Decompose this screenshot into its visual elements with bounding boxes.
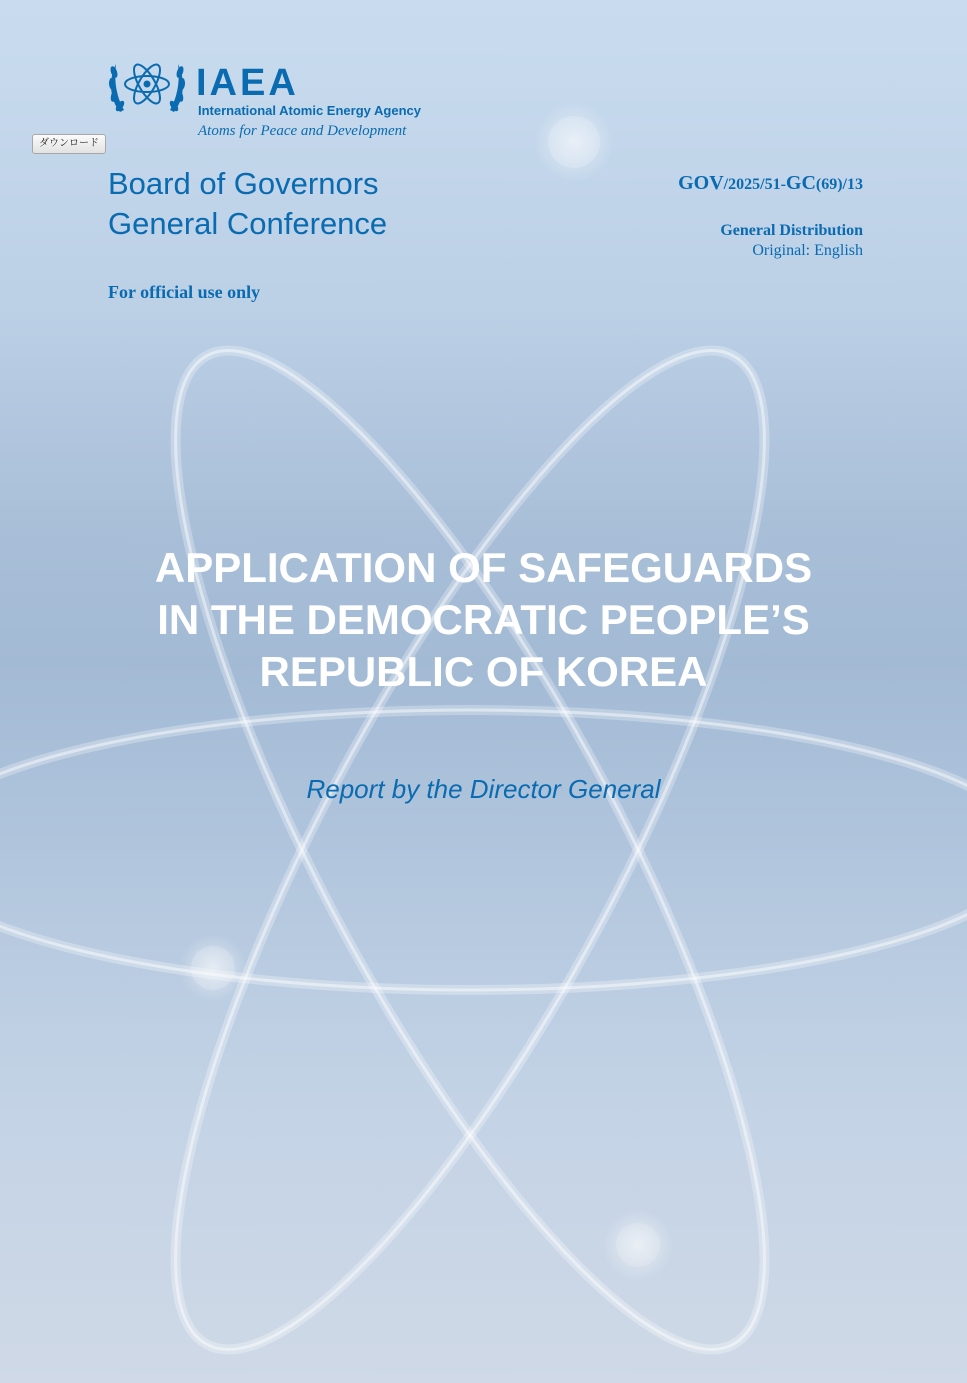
- restriction-notice: For official use only: [108, 282, 261, 302]
- doc-number-part: GOV: [678, 172, 724, 194]
- title-line: REPUBLIC OF KOREA: [259, 648, 708, 695]
- org-general-conference: General Conference: [108, 206, 388, 241]
- iaea-emblem-icon: [106, 50, 188, 120]
- document-number: [678, 172, 863, 195]
- logo-motto: Atoms for Peace and Development: [198, 123, 407, 139]
- document-subtitle: Report by the Director General: [306, 774, 661, 804]
- document-title: [0, 542, 967, 698]
- doc-number-part: /2025/51-: [723, 176, 786, 193]
- download-button[interactable]: ダウンロード: [32, 134, 106, 154]
- doc-number-part: GC: [785, 172, 816, 194]
- doc-number-part: (69)/13: [815, 176, 863, 193]
- org-board-of-governors: Board of Governors: [108, 166, 379, 201]
- title-line: IN THE DEMOCRATIC PEOPLE’S: [157, 596, 810, 643]
- original-language: Original: English: [752, 242, 863, 259]
- logo-agency-name: International Atomic Energy Agency: [198, 103, 421, 118]
- title-line: APPLICATION OF SAFEGUARDS: [154, 544, 813, 591]
- logo-acronym: IAEA: [196, 62, 299, 104]
- distribution-label: General Distribution: [720, 222, 863, 239]
